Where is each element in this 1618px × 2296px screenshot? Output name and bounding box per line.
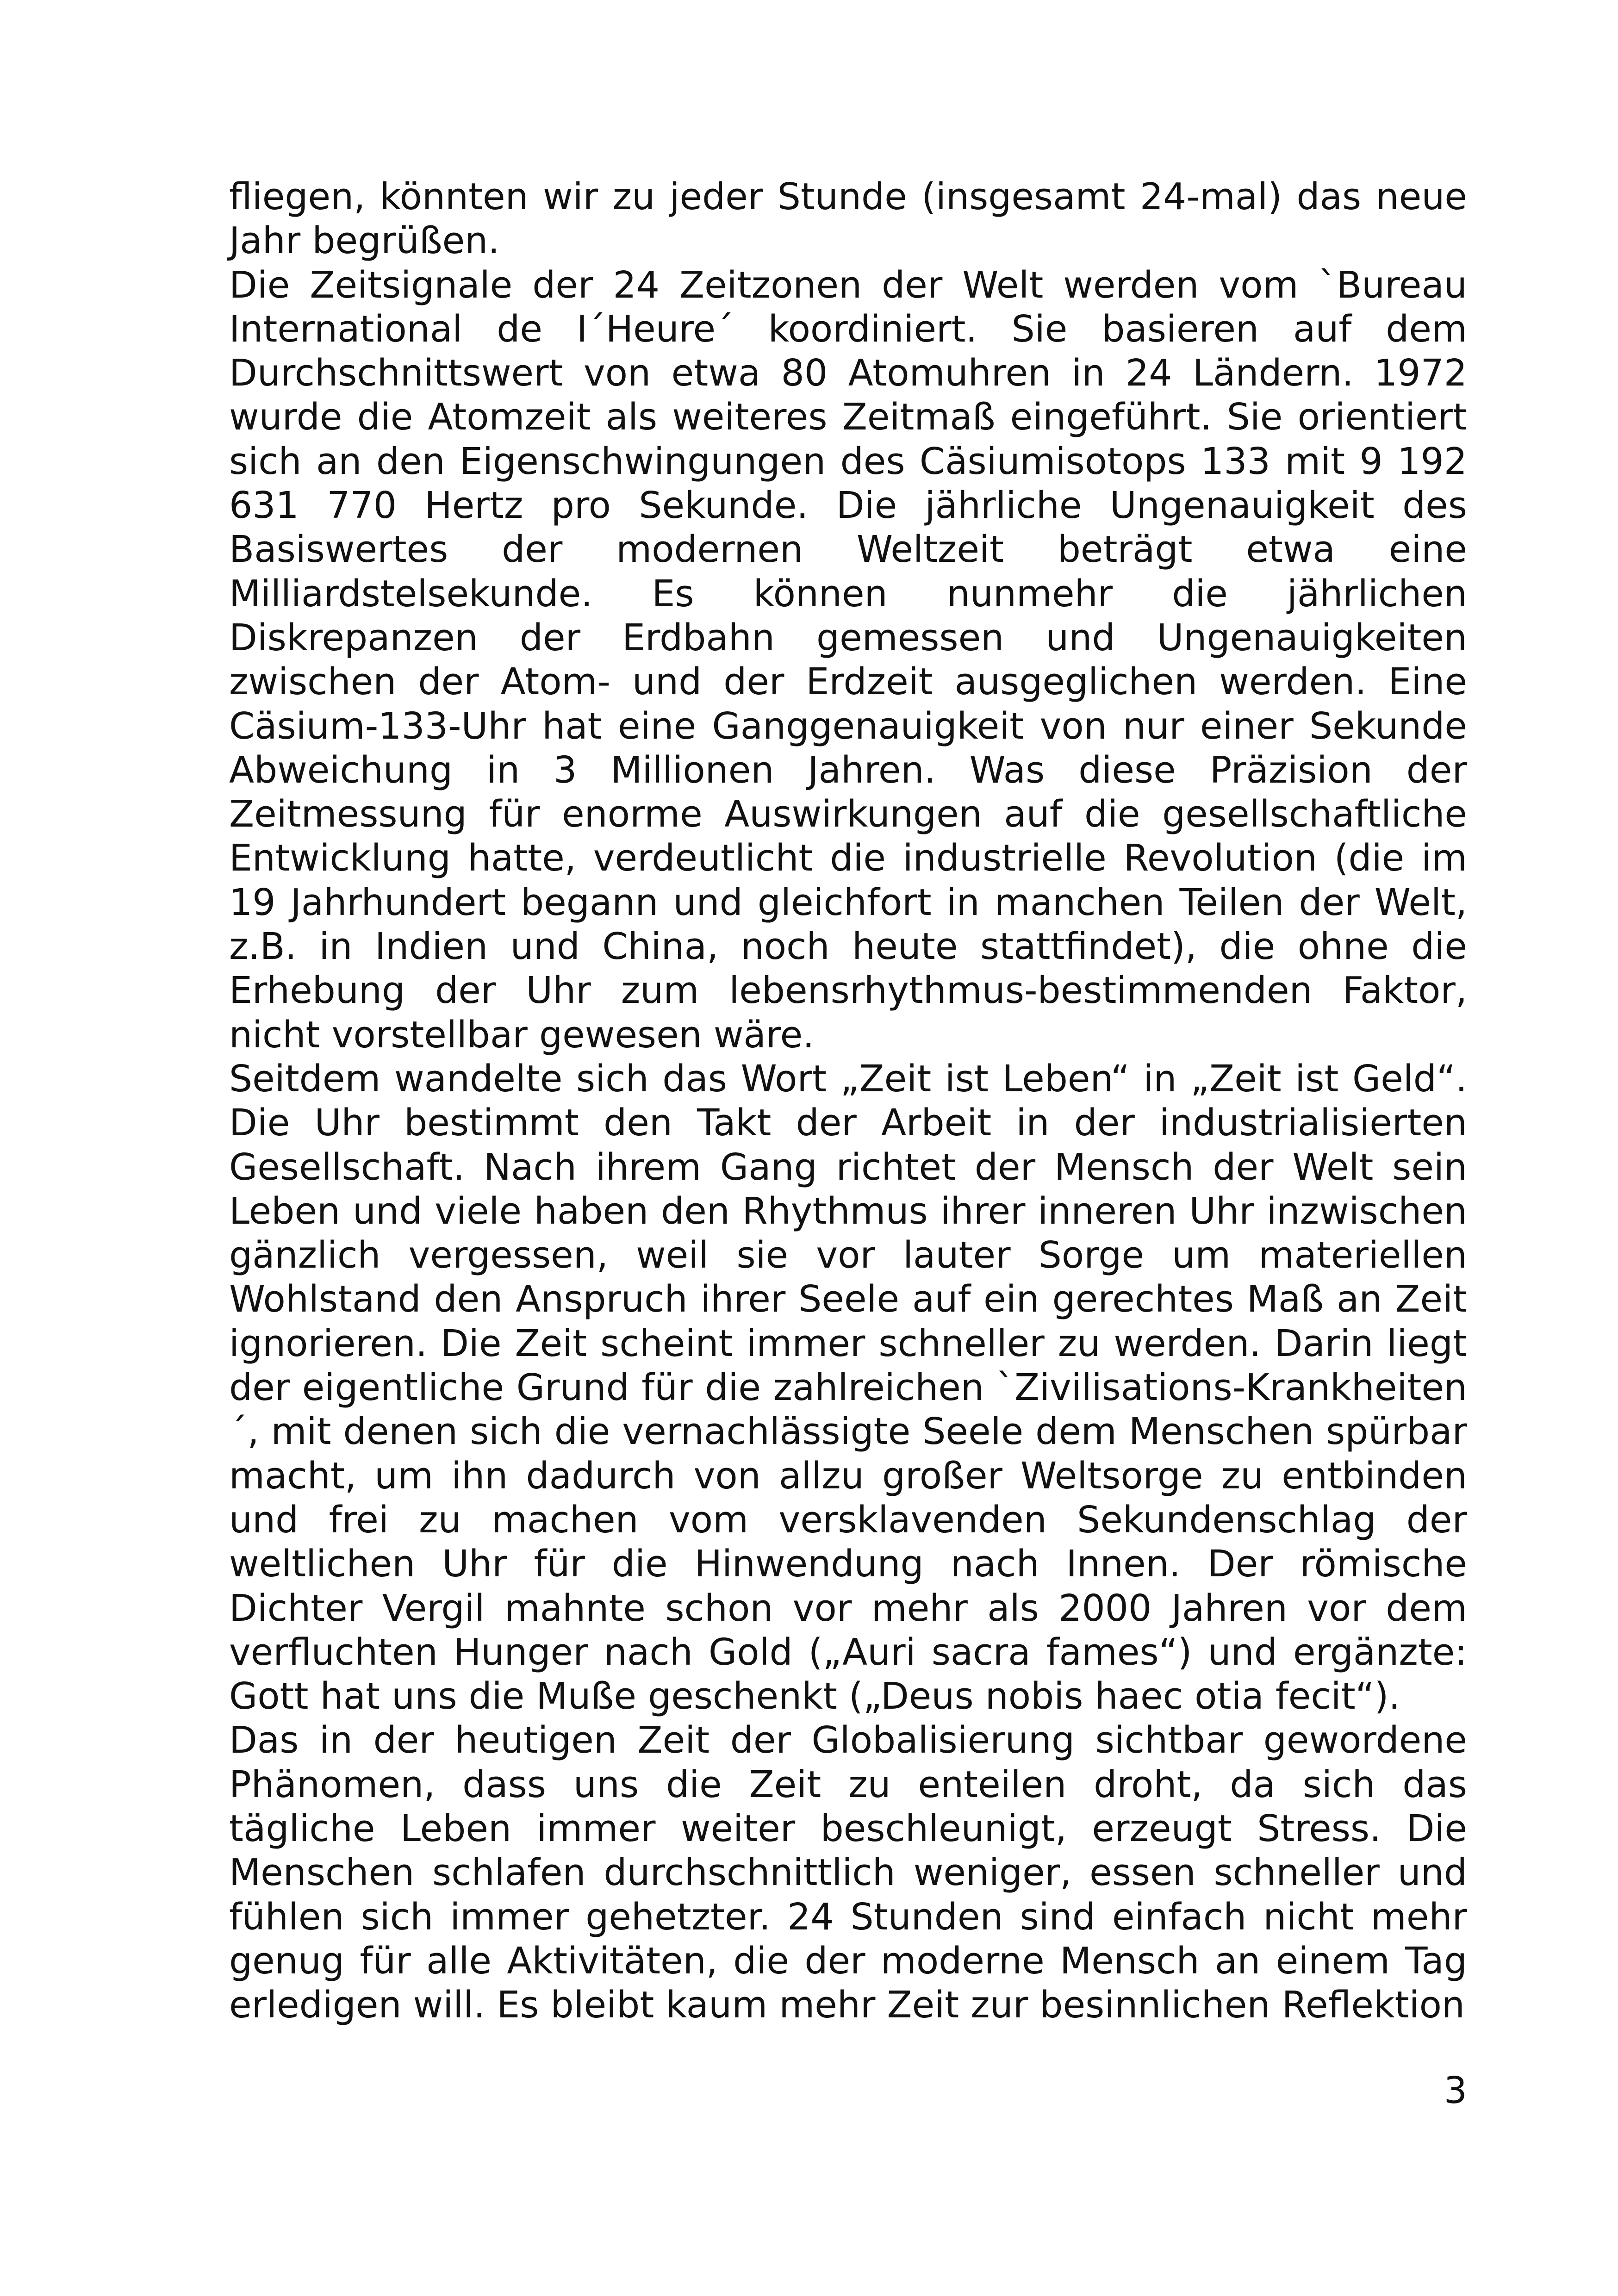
body-text	[229, 175, 1467, 2027]
paragraph-4: Das in der heutigen Zeit der Globalisierung sichtbar gewordene Phänomen, dass uns die Zeit zu enteilen droht, da sich das tägliche Leben immer weiter beschleunigt, erzeugt Stress. Die Menschen schlafen durchschnittlich weniger, essen schneller und fühlen sich immer gehetzter. 24 Stunden sind einfach nicht mehr genug für alle Aktivitäten, die der moderne Mensch an einem Tag erledigen will. Es bleibt kaum mehr Zeit zur besinnlichen Reflektion	[229, 1719, 1467, 2027]
paragraph-2: Die Zeitsignale der 24 Zeitzonen der Welt werden vom `Bureau International de I´Heure´ koordiniert. Sie basieren auf dem Durchschnittswert von etwa 80 Atomuhren in 24 Ländern. 1972 wurde die Atomzeit als weiteres Zeitmaß eingeführt. Sie orientiert sich an den Eigenschwingungen des Cäsiumisotops 133 mit 9 192 631 770 Hertz pro Sekunde. Die jährliche Ungenauigkeit des Basiswertes der modernen Weltzeit beträgt etwa eine Milliardstelsekunde. Es können nunmehr die jährlichen Diskrepanzen der Erdbahn gemessen und Ungenauigkeiten zwischen der Atom- und der Erdzeit ausgeglichen werden. Eine Cäsium-133-Uhr hat eine Ganggenauigkeit von nur einer Sekunde Abweichung in 3 Millionen Jahren. Was diese Präzision der Zeitmessung für enorme Auswirkungen auf die gesellschaftliche Entwicklung hatte, verdeutlicht die industrielle Revolution (die im 19 Jahrhundert begann und gleichfort in manchen Teilen der Welt, z.B. in Indien und China, noch heute stattfindet), die ohne die Erhebung der Uhr zum lebensrhythmus-bestimmenden Faktor, nicht vorstellbar gewesen wäre.	[229, 263, 1467, 1056]
paragraph-1: fliegen, könnten wir zu jeder Stunde (insgesamt 24-mal) das neue Jahr begrüßen.	[229, 175, 1467, 262]
paragraph-3: Seitdem wandelte sich das Wort „Zeit ist Leben“ in „Zeit ist Geld“. Die Uhr bestimmt den Takt der Arbeit in der industrialisierten Gesellschaft. Nach ihrem Gang richtet der Mensch der Welt sein Leben und viele haben den Rhythmus ihrer inneren Uhr inzwischen gänzlich vergessen, weil sie vor lauter Sorge um materiellen Wohlstand den Anspruch ihrer Seele auf ein gerechtes Maß an Zeit ignorieren. Die Zeit scheint immer schneller zu werden. Darin liegt der eigentliche Grund für die zahlreichen `Zivilisations-Krankheiten´, mit denen sich die vernachlässigte Seele dem Menschen spürbar macht, um ihn dadurch von allzu großer Weltsorge zu entbinden und frei zu machen vom versklavenden Sekundenschlag der weltlichen Uhr für die Hinwendung nach Innen. Der römische Dichter Vergil mahnte schon vor mehr als 2000 Jahren vor dem verfluchten Hunger nach Gold („Auri sacra fames“) und ergänzte: Gott hat uns die Muße geschenkt („Deus nobis haec otia fecit“).	[229, 1057, 1467, 1718]
page-number: 3	[1444, 2069, 1467, 2112]
